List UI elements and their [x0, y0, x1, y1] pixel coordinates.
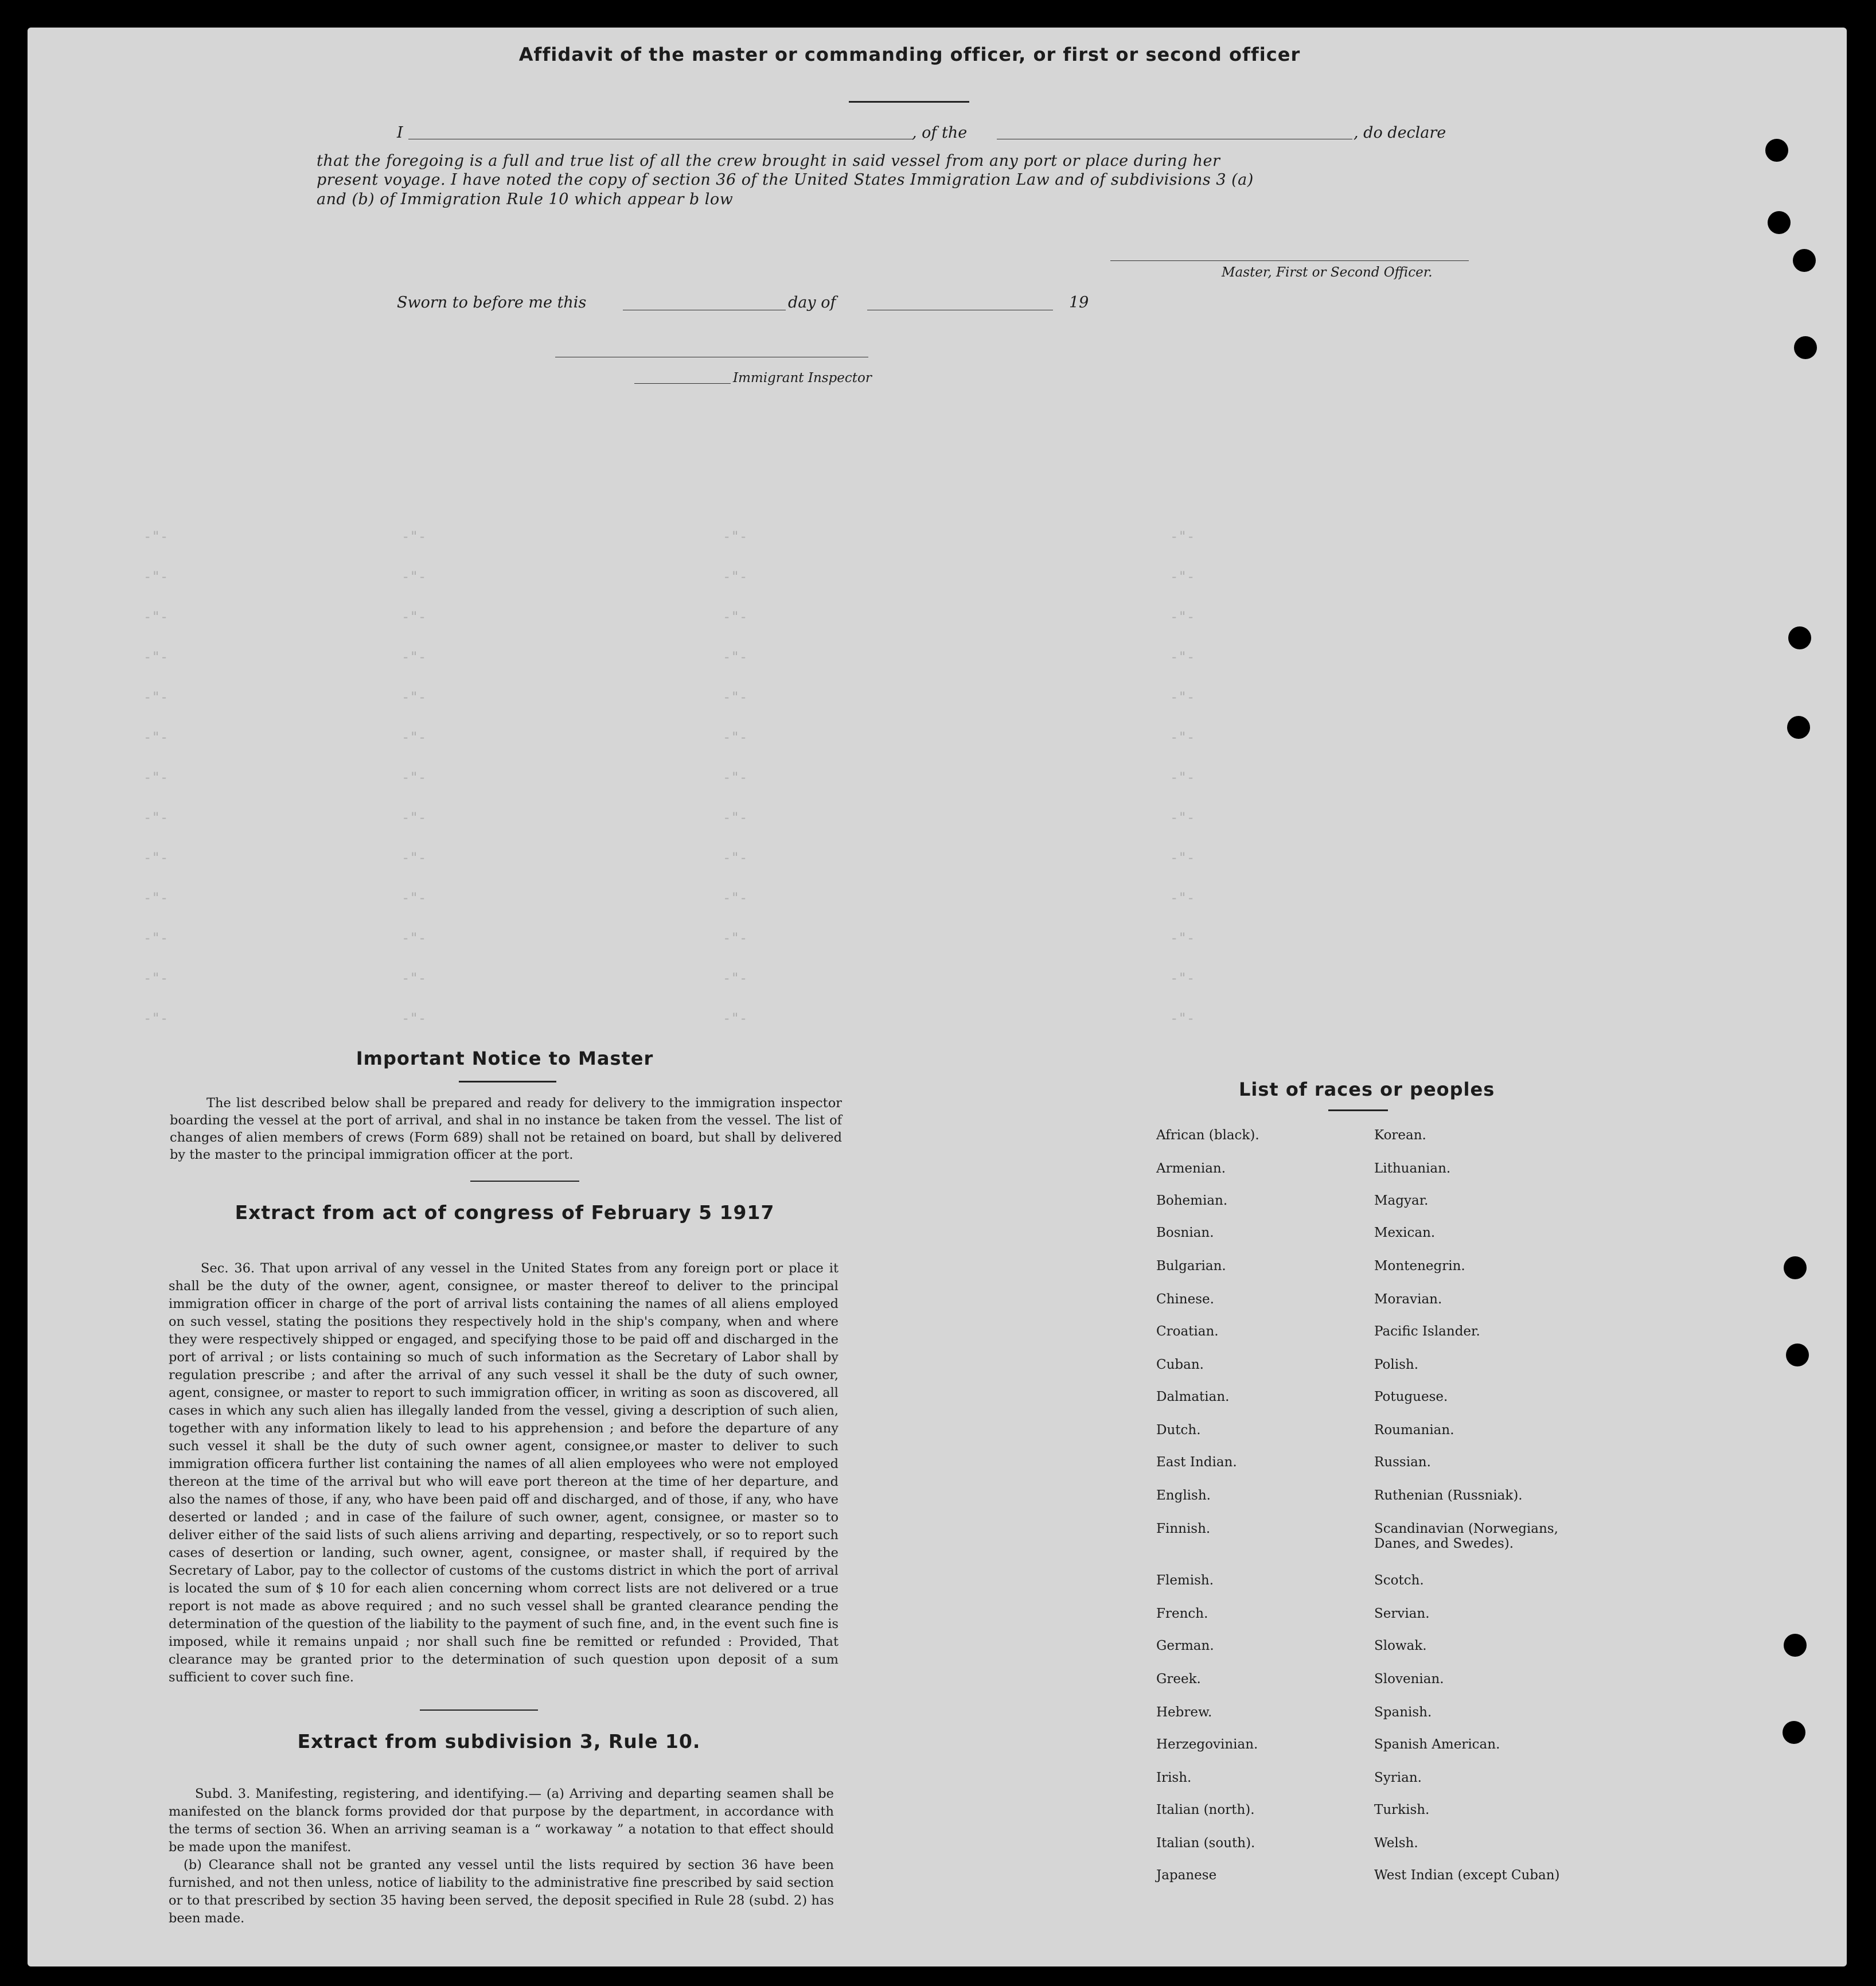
race-item: Irish.: [1156, 1770, 1192, 1785]
punch-hole: [1793, 249, 1816, 272]
bleed-through-column: -"- -"- -"- -"- -"- -"- -"- -"- -"- -"- -"- -"- -"-: [143, 528, 169, 1026]
race-item: Bulgarian.: [1156, 1259, 1226, 1274]
affidavit-line-2: that the foregoing is a full and true list of all the crew brought in said vessel from any port or place during her: [317, 152, 1220, 170]
sworn-year: 19: [1069, 294, 1089, 311]
act-divider: [420, 1709, 538, 1711]
race-item: Polish.: [1374, 1357, 1419, 1372]
affidavit-i: I: [397, 124, 403, 142]
affidavit-line-4: and (b) of Immigration Rule 10 which appear b low: [317, 190, 734, 208]
affidavit-line-3: present voyage. I have noted the copy of section 36 of the United States Immigration Law and of subdivisions 3 (a): [317, 171, 1254, 189]
punch-hole: [1768, 211, 1791, 234]
punch-hole: [1787, 716, 1810, 739]
race-item: Spanish American.: [1374, 1737, 1500, 1752]
race-item: Italian (north).: [1156, 1802, 1255, 1817]
race-item: East Indian.: [1156, 1455, 1237, 1470]
inspector-label: Immigrant Inspector: [733, 371, 872, 385]
race-item: Slowak.: [1374, 1638, 1427, 1653]
race-item: Korean.: [1374, 1128, 1426, 1143]
race-item: Ruthenian (Russniak).: [1374, 1488, 1523, 1503]
race-item: Bosnian.: [1156, 1225, 1214, 1240]
punch-hole: [1765, 139, 1788, 162]
race-item: Servian.: [1374, 1606, 1430, 1621]
bleed-through-column: -"- -"- -"- -"- -"- -"- -"- -"- -"- -"- -"- -"- -"-: [1170, 528, 1195, 1026]
punch-hole: [1788, 626, 1811, 649]
race-item: Slovenian.: [1374, 1672, 1444, 1687]
act-title: Extract from act of congress of February 5 1917: [235, 1201, 775, 1224]
race-item: Scotch.: [1374, 1573, 1424, 1588]
race-item: Chinese.: [1156, 1292, 1214, 1307]
race-item: Magyar.: [1374, 1193, 1429, 1208]
master-signature-label: Master, First or Second Officer.: [1222, 265, 1433, 280]
bleed-through-column: -"- -"- -"- -"- -"- -"- -"- -"- -"- -"- -"- -"- -"-: [401, 528, 427, 1026]
affidavit-do-declare: , do declare: [1354, 124, 1446, 142]
race-item: English.: [1156, 1488, 1211, 1503]
punch-hole: [1784, 1634, 1807, 1657]
race-item: Turkish.: [1374, 1802, 1430, 1817]
inspector-line-2: [634, 383, 731, 384]
race-item: German.: [1156, 1638, 1214, 1653]
race-item: Montenegrin.: [1374, 1259, 1465, 1274]
race-item: Lithuanian.: [1374, 1161, 1451, 1176]
notice-underline: [459, 1081, 556, 1082]
race-item: Moravian.: [1374, 1292, 1442, 1307]
sworn-day-of: day of: [788, 294, 836, 311]
title-underline: [849, 101, 969, 103]
rule-title: Extract from subdivision 3, Rule 10.: [297, 1730, 701, 1753]
race-item: Armenian.: [1156, 1161, 1226, 1176]
race-item: Italian (south).: [1156, 1836, 1255, 1851]
race-item: Hebrew.: [1156, 1705, 1212, 1720]
race-item: Syrian.: [1374, 1770, 1422, 1785]
master-signature-line: [1110, 260, 1469, 261]
race-item: Russian.: [1374, 1455, 1431, 1470]
rule-para-a: Subd. 3. Manifesting, registering, and identifying.— (a) Arriving and departing seamen shall be manifested on the blanck forms provided dor that purpose by the department, in accordance with the terms of section 36. When an arriving seaman is a “ workaway ” a notation to that effect should be made upon the manifest.: [169, 1786, 834, 1855]
punch-hole: [1783, 1721, 1805, 1744]
race-item: Cuban.: [1156, 1357, 1204, 1372]
race-item: Spanish.: [1374, 1705, 1432, 1720]
races-underline: [1328, 1109, 1388, 1111]
race-item: Bohemian.: [1156, 1193, 1228, 1208]
race-item: Roumanian.: [1374, 1423, 1454, 1438]
rule-para-b: (b) Clearance shall not be granted any vessel until the lists required by section 36 have been furnished, and not then unless, notice of liability to the administrative fine prescribed by said section or to that prescribed by section 35 having been served, the deposit specified in Rule 28 (subd. 2) has been made.: [169, 1858, 834, 1926]
race-item: Dutch.: [1156, 1423, 1201, 1438]
race-item: Pacific Islander.: [1374, 1324, 1480, 1339]
affidavit-of-the: , of the: [912, 124, 968, 142]
race-item: Croatian.: [1156, 1324, 1219, 1339]
punch-hole: [1786, 1344, 1809, 1366]
notice-divider: [470, 1181, 579, 1182]
punch-hole: [1794, 336, 1817, 359]
races-title: List of races or peoples: [1239, 1078, 1495, 1100]
race-item: Japanese: [1156, 1868, 1217, 1883]
race-item: Flemish.: [1156, 1573, 1214, 1588]
race-item: Scandinavian (Norwegians, Danes, and Swedes).: [1374, 1521, 1558, 1551]
race-item: Mexican.: [1374, 1225, 1436, 1240]
race-item: West Indian (except Cuban): [1374, 1868, 1560, 1883]
race-item: African (black).: [1156, 1128, 1259, 1143]
race-item: Potuguese.: [1374, 1389, 1448, 1404]
race-item: Herzegovinian.: [1156, 1737, 1258, 1752]
punch-hole: [1784, 1256, 1807, 1279]
race-item: Dalmatian.: [1156, 1389, 1230, 1404]
sworn-prefix: Sworn to before me this: [397, 294, 587, 311]
bleed-through-column: -"- -"- -"- -"- -"- -"- -"- -"- -"- -"- -"- -"- -"-: [723, 528, 748, 1026]
act-body: Sec. 36. That upon arrival of any vessel in the United States from any foreign port or place it shall be the duty of the owner, agent, consignee, or master thereof to deliver to the principal immigration officer in charge of the port of arrival lists containing the names of all aliens employed on such vessel, stating the positions they respectively hold in the ship's company, when and where they were respectively shipped or engaged, and specifying those to be paid off and discharged in the port of arrival ; or lists containing so much of such information as the Secretary of Labor shall by regulation prescribe ; and after the arrival of any such vessel it shall be the duty of such owner, agent, consignee, or master to report to such immigration officer, in writing as soon as discovered, all cases in which any such alien has illegally landed from the vessel, giving a description of such alien, together with any information likely to lead to his apprehension ; and before the departure of any such vessel it shall be the duty of such owner agent, consignee,or master to deliver to such immigration officera further list containing the names of all alien employees who were not employed thereon at the time of the arrival but who will eave port thereon at the time of her departure, and also the names of those, if any, who have been paid off and discharged, and of those, if any, who have deserted or landed ; and in case of the failure of such owner, agent, consignee, or master so to deliver either of the said lists of such aliens arriving and departing, respectively, or so to report such cases of desertion or landing, such owner, agent, consignee, or master shall, if required by the Secretary of Labor, pay to the collector of customs of the customs district in which the port of arrival is located the sum of $ 10 for each alien concerning whom correct lists are not delivered or a true report is not made as above required ; and no such vessel shall be granted clearance pending the determination of the question of the liability to the payment of such fine, and, in the event such fine is imposed, while it remains unpaid ; nor shall such fine be remitted or refunded : Provided, That clearance may be granted prior to the determination of such question upon deposit of a sum sufficient to cover such fine.: [169, 1261, 838, 1685]
notice-body: The list described below shall be prepared and ready for delivery to the immigration inspector boarding the vessel at the port of arrival, and shal in no instance be taken from the vessel. The list of changes of alien members of crews (Form 689) shall not be retained on board, but shall by delivered by the master to the principal immigration officer at the port.: [170, 1096, 842, 1162]
notice-title: Important Notice to Master: [356, 1047, 654, 1069]
race-item: Greek.: [1156, 1672, 1201, 1687]
race-item: Finnish.: [1156, 1521, 1211, 1536]
race-item: Welsh.: [1374, 1836, 1418, 1851]
race-item: French.: [1156, 1606, 1208, 1621]
affidavit-title: Affidavit of the master or commanding officer, or first or second officer: [518, 44, 1301, 65]
